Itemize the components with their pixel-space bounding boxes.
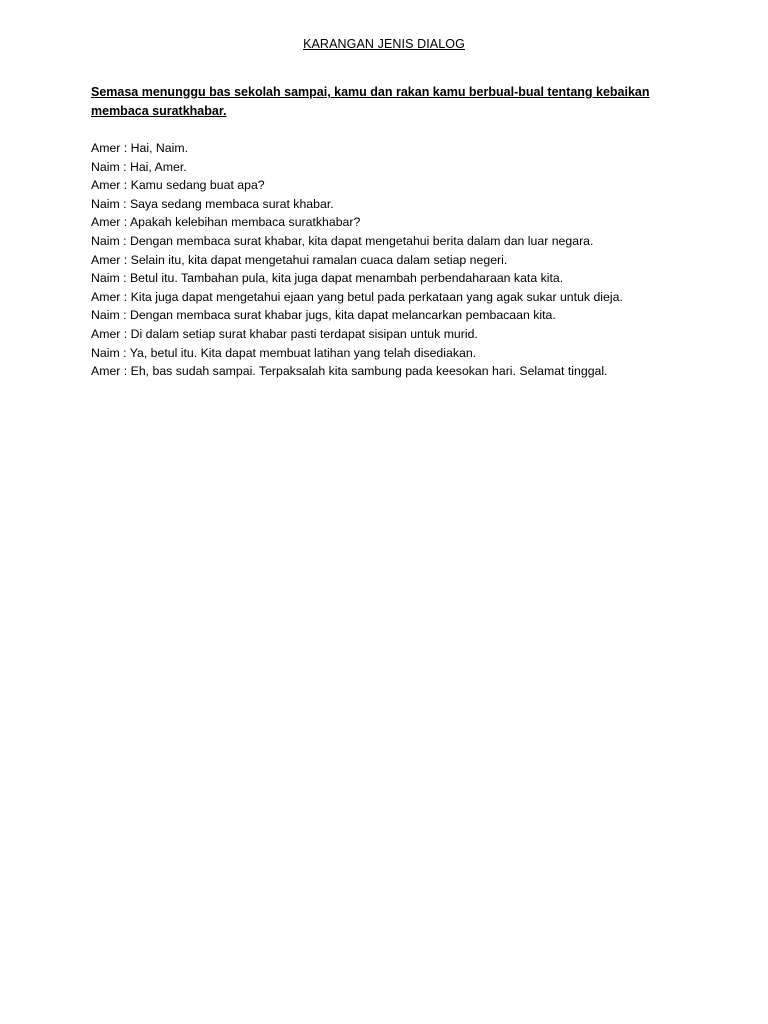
- dialog-line: Amer : Hai, Naim.: [91, 141, 189, 155]
- dialog-line: Naim : Dengan membaca surat khabar, kita dapat mengetahui berita dalam dan luar negara.: [91, 233, 594, 248]
- dialog-line: Amer : Apakah kelebihan membaca suratkhabar?: [91, 215, 361, 230]
- dialog-list: [91, 139, 691, 381]
- dialog-line: Naim : Betul itu. Tambahan pula, kita juga dapat menambah perbendaharaan kata kita.: [91, 271, 564, 286]
- dialog-line: Amer : Eh, bas sudah sampai. Terpaksalah kita sambung pada keesokan hari. Selamat tinggal.: [91, 364, 608, 379]
- dialog-line: Naim : Ya, betul itu. Kita dapat membuat latihan yang telah disediakan.: [91, 345, 477, 360]
- document-title: KARANGAN JENIS DIALOG: [303, 37, 465, 51]
- dialog-line: Naim : Dengan membaca surat khabar jugs, kita dapat melancarkan pembacaan kita.: [91, 308, 556, 323]
- dialog-line: Naim : Saya sedang membaca surat khabar.: [91, 196, 334, 211]
- essay-prompt: Semasa menunggu bas sekolah sampai, kamu dan rakan kamu berbual-bual tentang kebaikan membaca suratkhabar.: [91, 85, 650, 118]
- dialog-line: Amer : Selain itu, kita dapat mengetahui ramalan cuaca dalam setiap negeri.: [91, 252, 508, 267]
- dialog-line: Amer : Kamu sedang buat apa?: [91, 178, 265, 193]
- dialog-line: Amer : Di dalam setiap surat khabar pasti terdapat sisipan untuk murid.: [91, 326, 478, 341]
- dialog-line: Amer : Kita juga dapat mengetahui ejaan yang betul pada perkataan yang agak sukar untuk dieja.: [91, 289, 623, 304]
- dialog-line: Naim : Hai, Amer.: [91, 159, 187, 174]
